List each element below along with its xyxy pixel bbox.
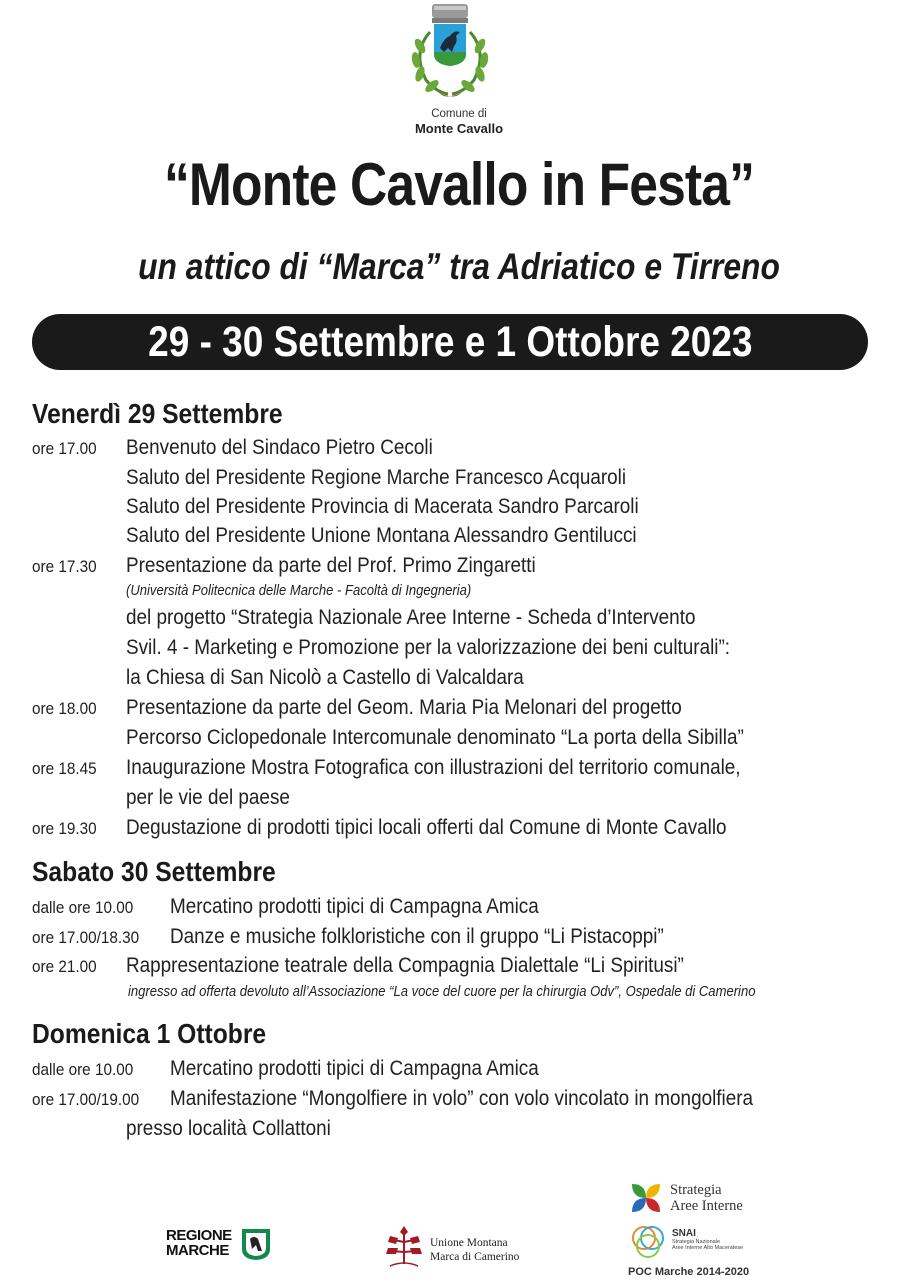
unione-label: Unione Montana — [430, 1237, 508, 1249]
event-dates: 29 - 30 Settembre e 1 Ottobre 2023 — [147, 318, 753, 366]
strategia-label: Strategia — [670, 1182, 722, 1198]
event-text: Presentazione da parte del Prof. Primo Zingaretti — [126, 554, 536, 577]
comune-label: Comune di — [431, 108, 487, 120]
event-time: ore 21.00 — [32, 957, 97, 976]
event-text: per le vie del paese — [126, 786, 290, 809]
poc-marche-label: POC Marche 2014-2020 — [628, 1266, 750, 1278]
event-note: (Università Politecnica delle Marche - Facoltà di Ingegneria) — [126, 583, 472, 599]
event-time: ore 17.00/18.30 — [32, 928, 140, 947]
regione-marche-logo — [166, 1228, 232, 1258]
comune-crest-icon — [404, 2, 496, 102]
aree-interne-label: Aree Interne — [670, 1198, 743, 1214]
snai-sub-1: Strategia Nazionale — [672, 1239, 721, 1245]
snai-rings-icon — [628, 1222, 668, 1262]
event-dates-banner — [32, 314, 868, 370]
event-text: Svil. 4 - Marketing e Promozione per la valorizzazione dei beni culturali”: — [126, 636, 731, 659]
marche-label: MARCHE — [166, 1242, 229, 1259]
snai-label: SNAI — [672, 1228, 696, 1239]
event-text: Percorso Ciclopedonale Intercomunale denominato “La porta della Sibilla” — [126, 726, 744, 749]
event-text: Saluto del Presidente Provincia di Macerata Sandro Parcaroli — [126, 495, 639, 518]
event-text: Degustazione di prodotti tipici locali offerti dal Comune di Monte Cavallo — [126, 816, 727, 839]
event-text: Saluto del Presidente Regione Marche Francesco Acquaroli — [126, 466, 627, 489]
unione-montana-logo — [384, 1224, 520, 1273]
event-text: Mercatino prodotti tipici di Campagna Amica — [170, 1057, 539, 1080]
event-text: del progetto “Strategia Nazionale Aree Interne - Scheda d’Intervento — [126, 606, 696, 629]
day-heading-sunday: Domenica 1 Ottobre — [32, 1018, 267, 1049]
event-time: dalle ore 10.00 — [32, 898, 134, 917]
event-text: Benvenuto del Sindaco Pietro Cecoli — [126, 436, 433, 459]
day-heading-saturday: Sabato 30 Settembre — [32, 856, 276, 887]
event-time: ore 17.00/19.00 — [32, 1090, 140, 1109]
snai-logo — [628, 1222, 744, 1267]
event-time: ore 19.30 — [32, 819, 97, 838]
event-time: dalle ore 10.00 — [32, 1060, 134, 1079]
event-subtitle: un attico di “Marca” tra Adriatico e Tirreno — [138, 246, 780, 287]
strategia-aree-interne-logo — [628, 1180, 743, 1221]
event-time: ore 17.30 — [32, 557, 97, 576]
regione-marche-shield-icon — [240, 1227, 272, 1261]
event-time: ore 18.00 — [32, 699, 97, 718]
oak-tree-icon — [384, 1224, 424, 1268]
event-text: Inaugurazione Mostra Fotografica con illustrazioni del territorio comunale, — [126, 756, 741, 779]
comune-name: Monte Cavallo — [414, 121, 504, 136]
event-text: la Chiesa di San Nicolò a Castello di Valcaldara — [126, 666, 524, 689]
event-text: presso località Collattoni — [126, 1117, 331, 1140]
event-text: Danze e musiche folkloristiche con il gruppo “Li Pistacoppi” — [170, 925, 664, 948]
event-text: Mercatino prodotti tipici di Campagna Amica — [170, 895, 539, 918]
event-text: Manifestazione “Mongolfiere in volo” con volo vincolato in mongolfiera — [170, 1087, 754, 1110]
snai-sub-2: Aree Interne Alto Maceratese — [672, 1245, 744, 1251]
event-text: Saluto del Presidente Unione Montana Alessandro Gentilucci — [126, 524, 637, 547]
event-time: ore 18.45 — [32, 759, 97, 778]
marca-label: Marca di Camerino — [430, 1251, 520, 1263]
strategia-flower-icon — [628, 1180, 664, 1216]
day-heading-friday: Venerdì 29 Settembre — [32, 398, 283, 429]
event-text: Presentazione da parte del Geom. Maria Pia Melonari del progetto — [126, 696, 682, 719]
regione-label: REGIONE — [166, 1227, 232, 1244]
event-text: Rappresentazione teatrale della Compagnia Dialettale “Li Spiritusi” — [126, 954, 684, 977]
event-time: ore 17.00 — [32, 439, 97, 458]
event-title: “Monte Cavallo in Festa” — [163, 151, 755, 218]
event-note: ingresso ad offerta devoluto all’Associazione “La voce del cuore per la chirurgia Odv”, Ospedale di Camerino — [128, 984, 756, 1000]
